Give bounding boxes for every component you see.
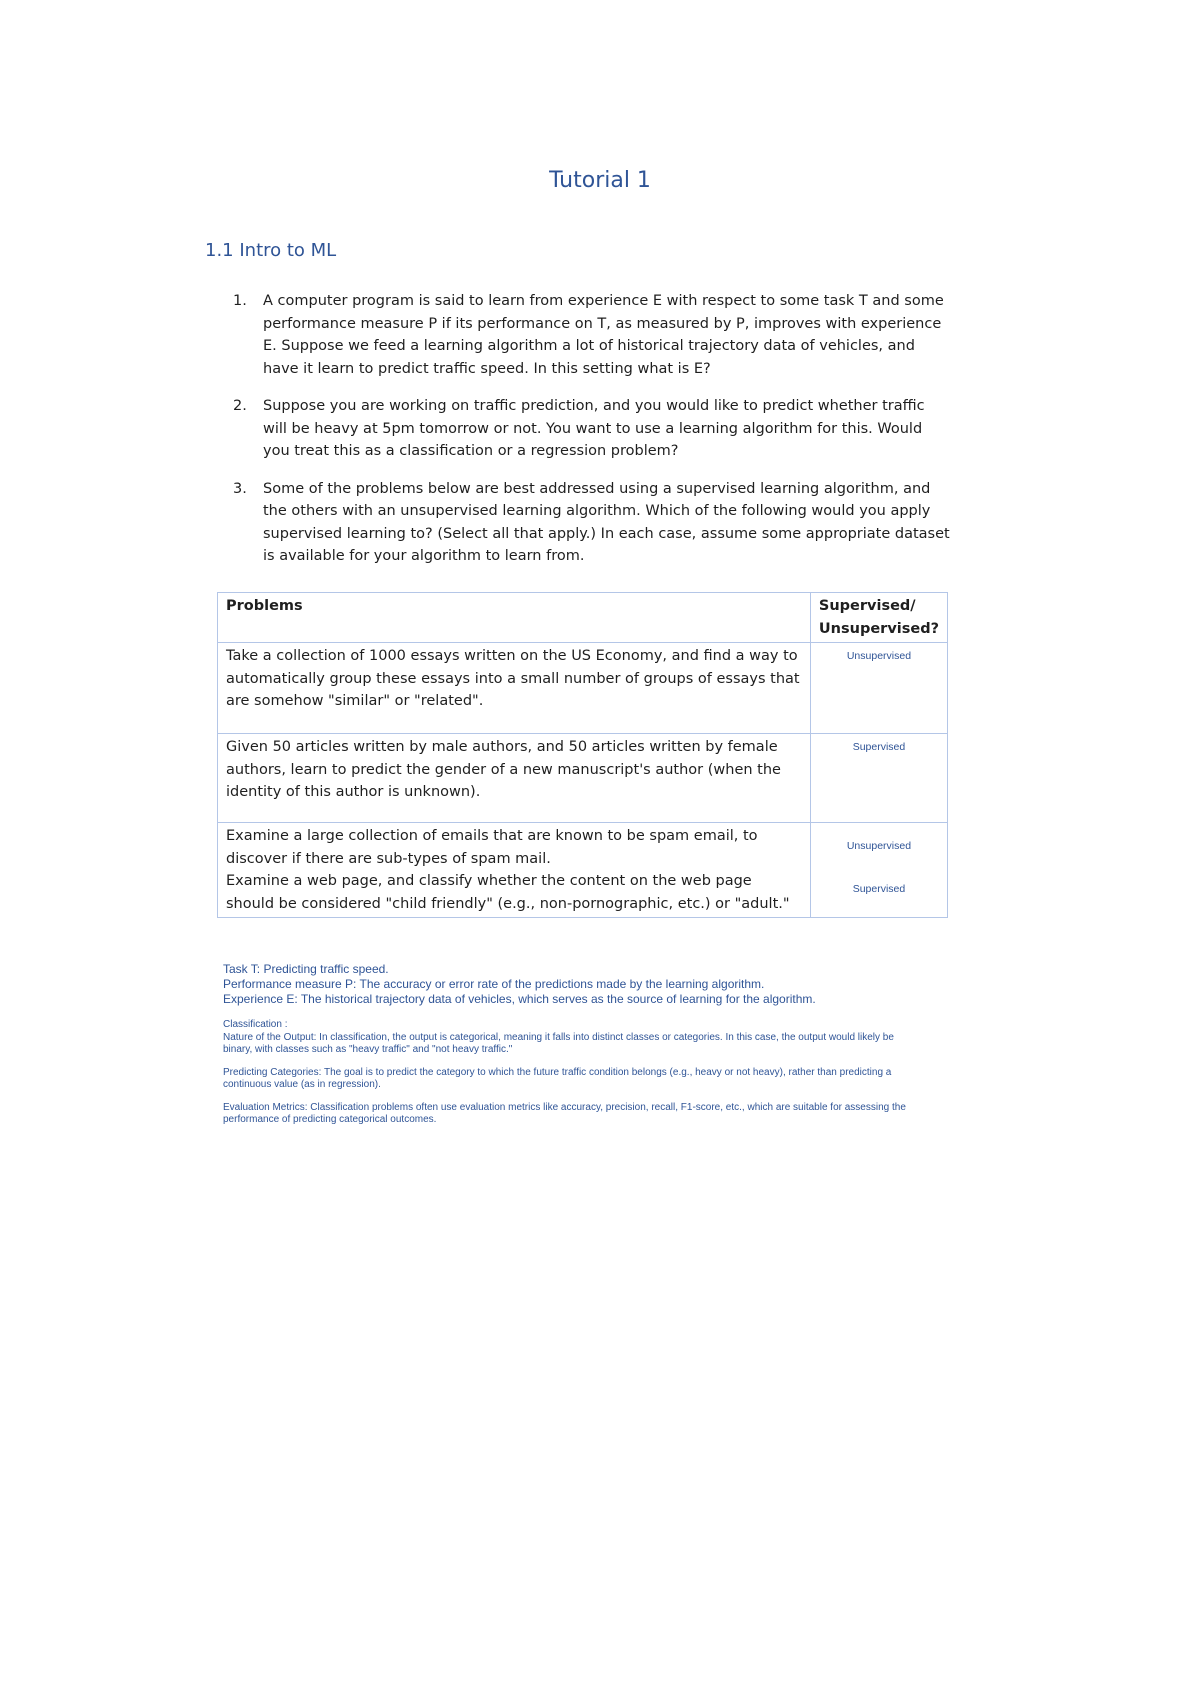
table-row [218,823,948,918]
problem-cell: Given 50 articles written by male authors, and 50 articles written by female authors, learn to predict the gender of a new manuscript's author (when the identity of this author is unknown). [218,734,811,823]
note-predicting: Predicting Categories: The goal is to predict the category to which the future traffic condition belongs (e.g., heavy or not heavy), rather than predicting a continuous value (as in regression). [223,1066,892,1090]
answer-notes [223,962,923,1127]
answer-text: Supervised [852,882,906,895]
question-number: 2. [233,398,247,414]
note-experience: Experience E: The historical trajectory data of vehicles, which serves as the source of learning for the algorithm. [223,992,816,1006]
answer-cell [810,823,947,918]
question-item [233,395,953,463]
question-list [233,290,953,583]
question-item [233,478,953,568]
note-evaluation: Evaluation Metrics: Classification problems often use evaluation metrics like accuracy, precision, recall, F1-score, etc., which are suitable for assessing the performance of predicting categorical outcomes. [223,1101,906,1125]
question-text: Suppose you are working on traffic prediction, and you would like to predict whether traffic will be heavy at 5pm tomorrow or not. You want to use a learning algorithm for this. Would you treat this as a classification or a regression problem? [263,398,925,459]
answer-text: Supervised [852,741,906,753]
header-problems: Problems [218,593,811,643]
section-heading: 1.1 Intro to ML [205,240,337,261]
problem-cell: Take a collection of 1000 essays written on the US Economy, and find a way to automatically group these essays into a small number of groups of essays that are somehow "similar" or "related". [218,643,811,734]
question-number: 1. [233,293,247,309]
problem-text: Examine a web page, and classify whether the content on the web page should be considered "child friendly" (e.g., non-pornographic, etc.) or "adult." [226,873,790,912]
problem-text: Examine a large collection of emails that are known to be spam email, to discover if there are sub-types of spam mail. [226,828,758,867]
answer-cell [810,643,947,734]
note-classification: Classification : [223,1019,288,1030]
problems-table [217,592,948,918]
answer-cell [810,734,947,823]
note-task: Task T: Predicting traffic speed. [223,962,389,976]
question-item [233,290,953,380]
answer-text: Unsupervised [846,840,912,852]
table-row [218,643,948,734]
question-text: A computer program is said to learn from experience E with respect to some task T and some performance measure P if its performance on T, as measured by P, improves with experience E. Suppose we feed a learning algorithm a lot of historical trajectory data of vehicles, and have it learn to predict traffic speed. In this setting what is E? [263,293,944,377]
question-text: Some of the problems below are best addressed using a supervised learning algorithm, and the others with an unsupervised learning algorithm. Which of the following would you apply supervised learning to? (Select all that apply.) In each case, assume some appropriate dataset is available for your algorithm to learn from. [263,480,950,564]
table-row [218,734,948,823]
note-nature: Nature of the Output: In classification, the output is categorical, meaning it falls into distinct classes or categories. In this case, the output would likely be binary, with classes such as "heavy traffic" and "not heavy traffic." [223,1031,894,1055]
problem-cell [218,823,811,918]
page-title: Tutorial 1 [549,168,651,193]
note-performance: Performance measure P: The accuracy or error rate of the predictions made by the learning algorithm. [223,977,765,991]
table-header-row [218,593,948,643]
question-number: 3. [233,480,247,497]
answer-text: Unsupervised [846,650,912,662]
header-supervised: Supervised/ Unsupervised? [810,593,947,643]
